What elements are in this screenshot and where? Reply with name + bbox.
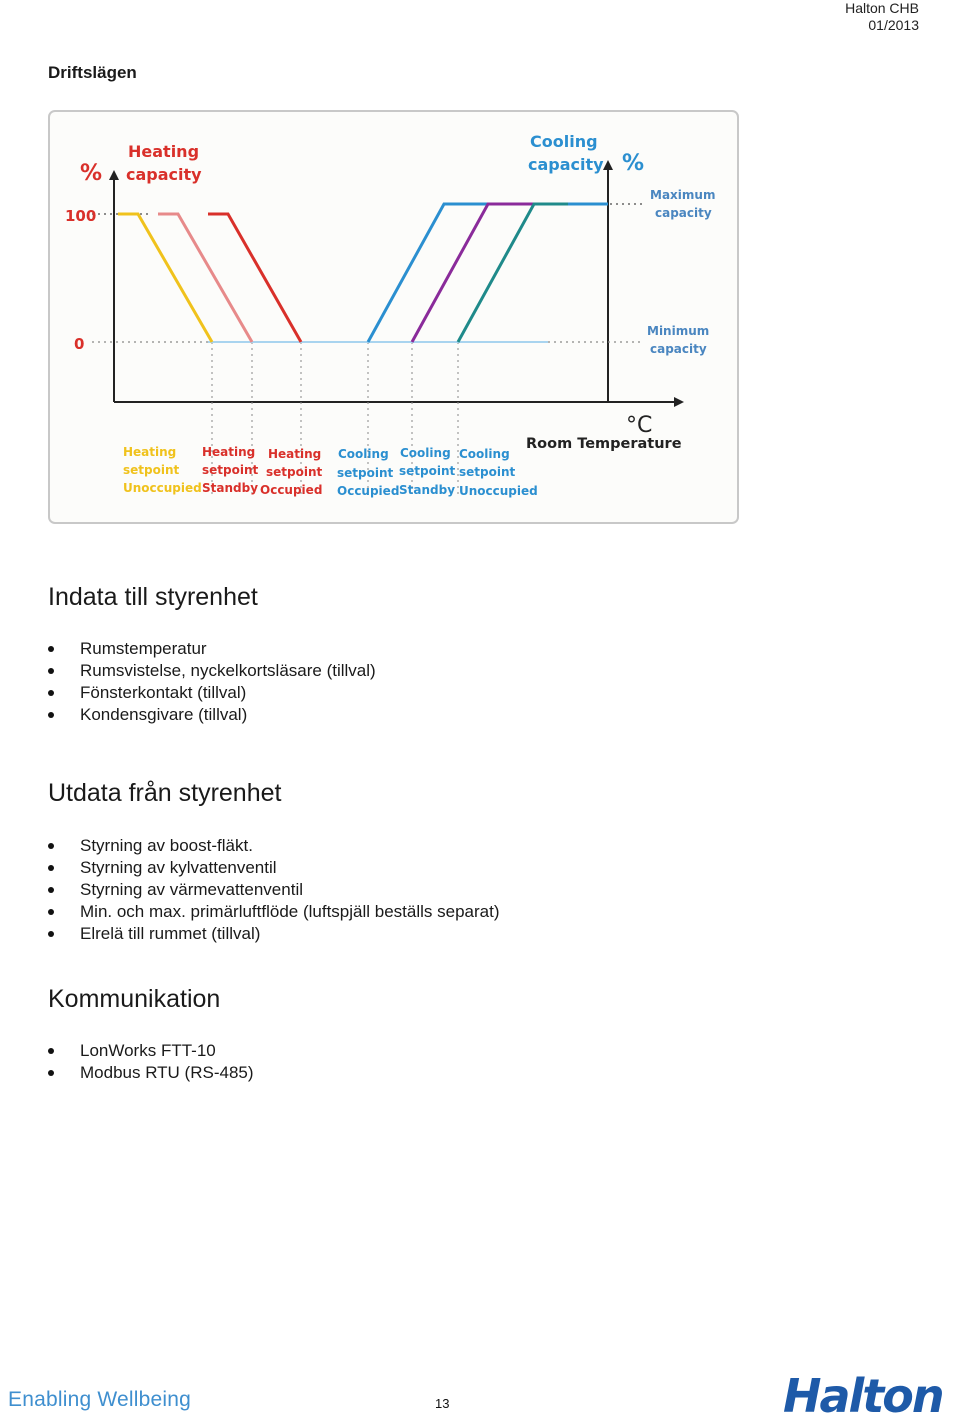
inputs-list <box>48 638 376 726</box>
operating-modes-diagram <box>48 110 739 524</box>
sp3-line2: setpoint <box>266 465 323 479</box>
page-number: 13 <box>435 1396 450 1411</box>
minimum-label-2: capacity <box>650 342 707 356</box>
sp3-line1: Heating <box>268 447 322 461</box>
communication-list <box>48 1040 254 1084</box>
outputs-list <box>48 835 500 945</box>
cooling-axis-label-1: Cooling <box>530 132 598 151</box>
sp5-line1: Cooling <box>400 446 451 460</box>
halton-logo-svg <box>781 1372 959 1418</box>
list-item: Modbus RTU (RS-485) <box>48 1062 254 1084</box>
sp4-line3: Occupied <box>337 484 400 498</box>
sp2-line3: Standby <box>202 481 259 495</box>
list-item: Elrelä till rummet (tillval) <box>48 923 500 945</box>
sp5-line2: setpoint <box>399 464 456 478</box>
communication-heading: Kommunikation <box>48 985 221 1013</box>
minimum-label-1: Minimum <box>647 324 710 338</box>
sp6-line3: Unoccupied <box>459 484 538 498</box>
footer-slogan: Enabling Wellbeing <box>8 1388 192 1411</box>
outputs-heading: Utdata från styrenhet <box>48 779 282 807</box>
list-item: Styrning av värmevattenventil <box>48 879 500 901</box>
sp4-line2: setpoint <box>337 466 394 480</box>
logo-wordmark: Halton <box>783 1372 943 1418</box>
page-title: Driftslägen <box>48 63 137 82</box>
page-header <box>845 0 919 34</box>
sp6-line2: setpoint <box>459 465 516 479</box>
diagram-svg <box>48 110 739 524</box>
sp1-line1: Heating <box>123 445 177 459</box>
heating-percent: % <box>80 161 103 186</box>
list-item: Kondensgivare (tillval) <box>48 704 376 726</box>
inputs-heading: Indata till styrenhet <box>48 583 258 611</box>
list-item: Rumsvistelse, nyckelkortsläsare (tillval) <box>48 660 376 682</box>
halton-logo <box>781 1372 959 1418</box>
heating-axis-label-2: capacity <box>126 165 202 184</box>
maximum-label-1: Maximum <box>650 188 716 202</box>
cooling-axis-label-2: capacity <box>528 155 604 174</box>
list-item: Styrning av boost-fläkt. <box>48 835 500 857</box>
sp5-line3: Standby <box>399 483 456 497</box>
x-axis-label: Room Temperature <box>526 436 682 452</box>
header-company: Halton CHB <box>845 0 919 16</box>
header-date: 01/2013 <box>868 17 919 33</box>
sp2-line2: setpoint <box>202 463 259 477</box>
heating-axis-label-1: Heating <box>128 142 200 161</box>
sp1-line3: Unoccupied <box>123 481 202 495</box>
sp1-line2: setpoint <box>123 463 180 477</box>
list-item: Rumstemperatur <box>48 638 376 660</box>
list-item: Min. och max. primärluftflöde (luftspjäll beställs separat) <box>48 901 500 923</box>
list-item: Styrning av kylvattenventil <box>48 857 500 879</box>
sp6-line1: Cooling <box>459 447 510 461</box>
level-100-label: 100 <box>65 207 97 225</box>
cooling-percent: % <box>622 151 645 176</box>
sp3-line3: Occupied <box>260 483 323 497</box>
sp2-line1: Heating <box>202 445 256 459</box>
maximum-label-2: capacity <box>655 206 712 220</box>
sp4-line1: Cooling <box>338 447 389 461</box>
level-0-label: 0 <box>74 335 85 353</box>
temperature-unit: °C <box>626 413 653 438</box>
list-item: Fönsterkontakt (tillval) <box>48 682 376 704</box>
list-item: LonWorks FTT-10 <box>48 1040 254 1062</box>
